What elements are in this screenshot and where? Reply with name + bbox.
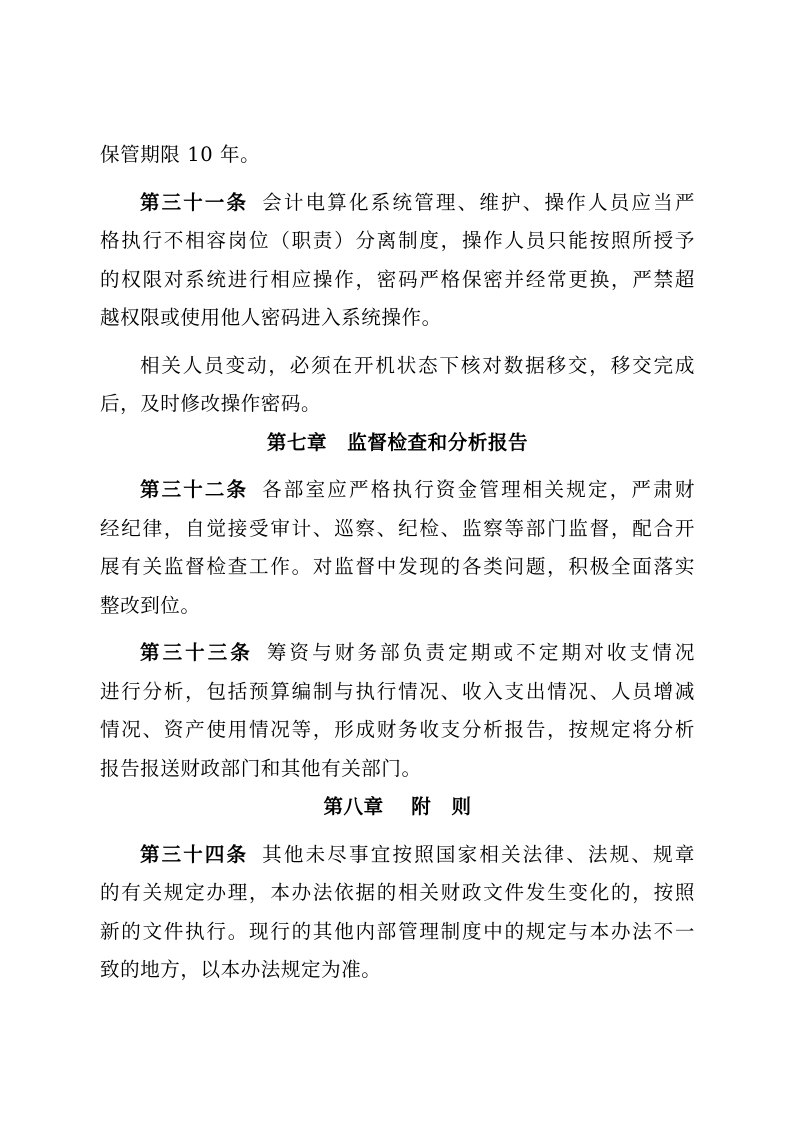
text-line: 情况、资产使用情况等，形成财务收支分析报告，按规定将分析 <box>100 718 695 741</box>
chapter-heading-8: 第八章 附 则 <box>323 795 472 818</box>
text-line: 整改到位。 <box>100 593 201 617</box>
article-text: 各部室应严格执行资金管理相关规定，严肃财 <box>262 478 695 501</box>
text-line: 保管期限 10 年。 <box>100 143 261 166</box>
text-line: 后，及时修改操作密码。 <box>100 392 322 415</box>
text-line <box>100 836 695 875</box>
paragraph-continuation <box>100 136 695 175</box>
text-line: 展有关监督检查工作。对监督中发现的各类问题，积极全面落实 <box>100 555 695 578</box>
text-line: 格执行不相容岗位（职责）分离制度，操作人员只能按照所授予 <box>100 229 695 252</box>
article-34 <box>100 836 695 990</box>
article-title: 第三十一条 <box>140 190 249 214</box>
chapter-heading-7: 第七章 监督检查和分析报告 <box>266 430 529 454</box>
text-line: 相关人员变动，必须在开机状态下核对数据移交，移交完成 <box>140 353 695 377</box>
article-text: 会计电算化系统管理、维护、操作人员应当严 <box>262 190 695 214</box>
article-title: 第三十四条 <box>140 842 249 866</box>
article-31 <box>100 184 695 338</box>
text-line: 经纪律，自觉接受审计、巡察、纪检、监察等部门监督，配合开 <box>100 516 695 540</box>
article-title: 第三十二条 <box>140 478 249 501</box>
text-line: 的有关规定办理，本办法依据的相关财政文件发生变化的，按照 <box>100 881 695 904</box>
article-text: 其他未尽事宜按照国家相关法律、法规、规章 <box>262 842 695 866</box>
text-line: 越权限或使用他人密码进入系统操作。 <box>100 306 442 329</box>
text-line: 的权限对系统进行相应操作，密码严格保密并经常更换，严禁超 <box>100 267 695 291</box>
document-body <box>100 136 695 990</box>
paragraph-personnel-change <box>100 347 695 424</box>
text-line: 进行分析，包括预算编制与执行情况、收入支出情况、人员增减 <box>100 679 695 703</box>
text-line: 致的地方，以本办法规定为准。 <box>100 958 382 981</box>
article-33 <box>100 634 695 788</box>
article-32 <box>100 471 695 625</box>
article-title: 第三十三条 <box>140 641 253 664</box>
text-line <box>100 634 695 673</box>
article-text: 筹资与财务部负责定期或不定期对收支情况 <box>266 641 695 664</box>
text-line: 新的文件执行。现行的其他内部管理制度中的规定与本办法不一 <box>100 919 695 943</box>
text-line <box>100 471 695 510</box>
text-line <box>100 184 695 223</box>
text-line: 报告报送财政部门和其他有关部门。 <box>100 756 422 780</box>
